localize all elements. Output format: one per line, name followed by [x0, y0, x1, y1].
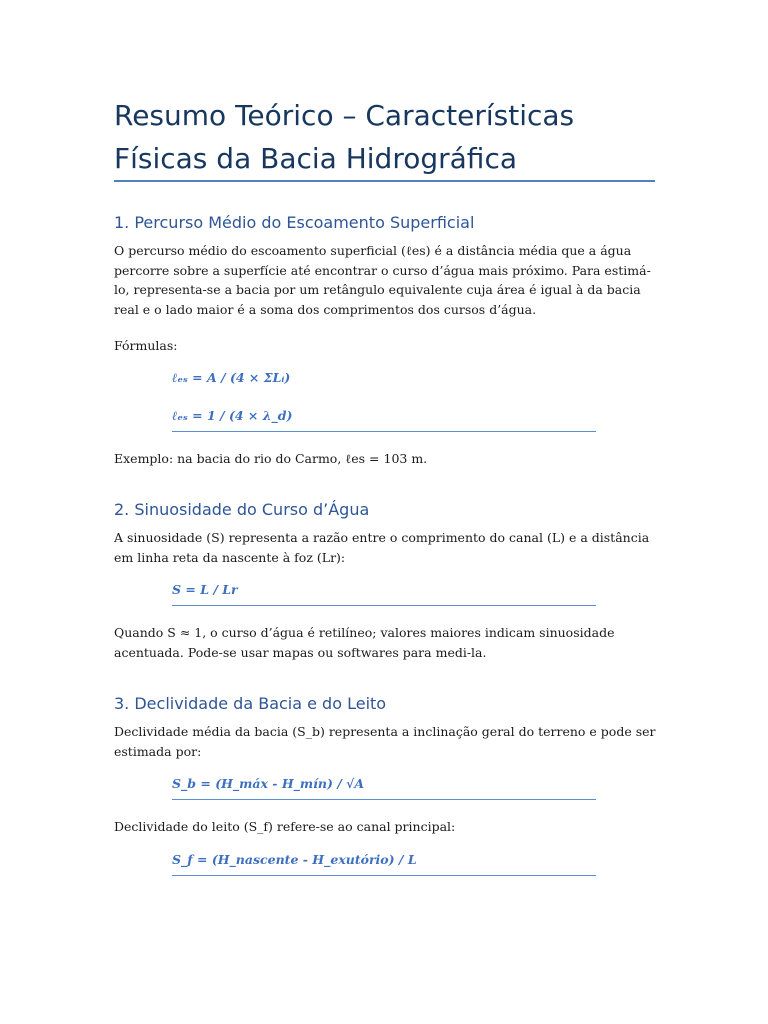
section-paragraph: A sinuosidade (S) representa a razão entre o comprimento do canal (L) e a distância em linha reta da nascente à foz (Lr):: [114, 530, 650, 565]
formula-block: [172, 368, 596, 432]
formula-block: [172, 774, 596, 800]
formula: ℓₑₛ = A / (4 × ΣLᵢ): [172, 369, 291, 385]
section-runoff-path: [114, 211, 659, 468]
formula: ℓₑₛ = 1 / (4 × λ_d): [172, 407, 293, 423]
title-underline: [114, 180, 655, 182]
formula: S_f = (H_nascente - H_exutório) / L: [172, 851, 417, 867]
document-body: [114, 211, 659, 876]
section-paragraph: O percurso médio do escoamento superficial (ℓes) é a distância média que a água percorre sobre a superfície até encontrar o curso d’água mais próximo. Para estimá-lo, representa-se a bacia por um retângulo equivalente cuja área é igual à da bacia real e o lado maior é a soma dos comprimentos dos cursos d’água.: [114, 243, 651, 317]
formulas-label: Fórmulas:: [114, 338, 178, 353]
section-heading: 2. Sinuosidade do Curso d’Água: [114, 500, 370, 519]
example-text: Exemplo: na bacia do rio do Carmo, ℓes = 103 m.: [114, 450, 428, 466]
section-sinuosity: [114, 498, 659, 662]
section-paragraph: Declividade média da bacia (S_b) representa a inclinação geral do terreno e pode ser estimada por:: [114, 724, 656, 759]
formula: S_b = (H_máx - H_mín) / √A: [172, 776, 365, 791]
formula-block: [172, 850, 596, 876]
formula: S = L / Lr: [172, 582, 238, 597]
document-title: Resumo Teórico – Características Físicas da Bacia Hidrográfica: [114, 99, 575, 175]
formula-block: [172, 580, 596, 606]
section-heading: 3. Declividade da Bacia e do Leito: [114, 694, 387, 713]
section-slope: [114, 692, 659, 876]
section-paragraph: Declividade do leito (S_f) refere-se ao canal principal:: [114, 819, 456, 834]
section-heading: 1. Percurso Médio do Escoamento Superficial: [114, 213, 475, 232]
section-note: Quando S ≈ 1, o curso d’água é retilíneo; valores maiores indicam sinuosidade acentuada. Pode-se usar mapas ou softwares para medi-la.: [114, 625, 615, 660]
